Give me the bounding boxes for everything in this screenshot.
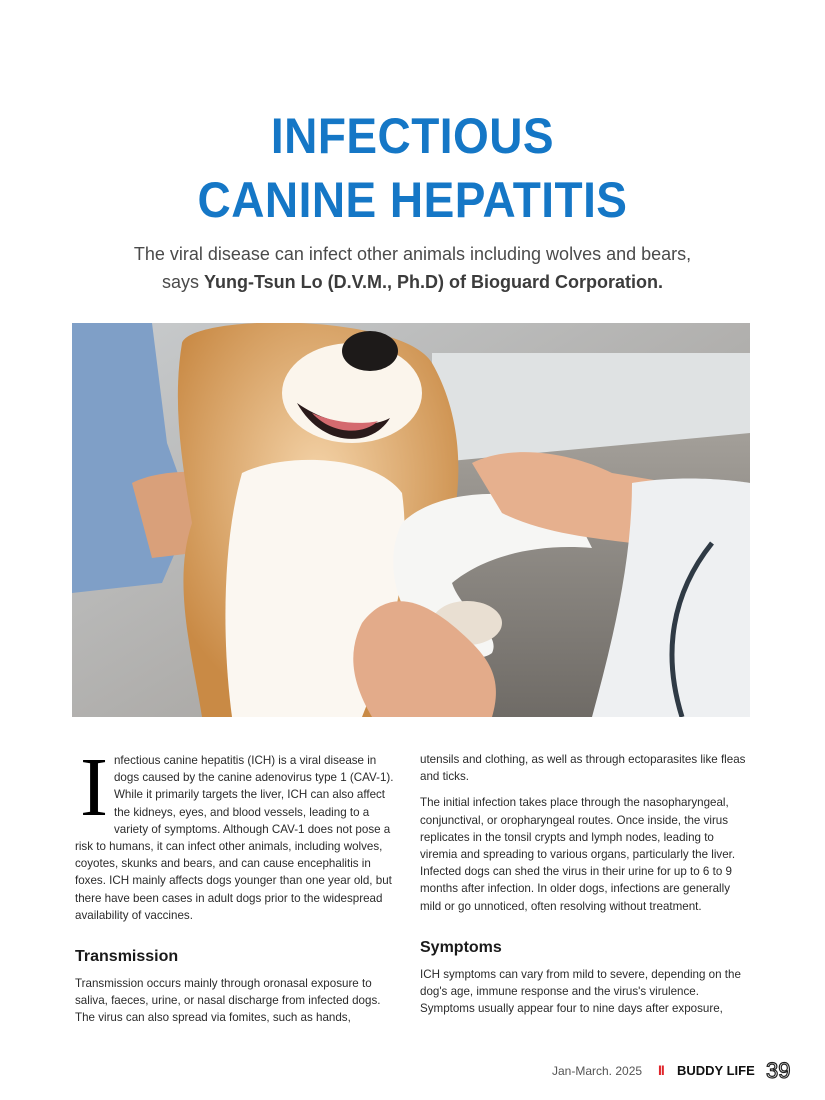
issue-date: Jan-March. 2025 <box>552 1064 643 1078</box>
footer-separator: II <box>658 1062 664 1078</box>
continuation-paragraph: utensils and clothing, as well as through ectoparasites like fleas and ticks. <box>420 753 746 784</box>
author-credit: Yung-Tsun Lo (D.V.M., Ph.D) of Bioguard Corporation. <box>204 272 663 292</box>
page-number: 39 <box>766 1058 791 1083</box>
intro-text: nfectious canine hepatitis (ICH) is a viral disease in dogs caused by the canine adenovirus type 1 (CAV-1). While it primarily targets the liver, ICH can also affect the kidneys, eyes, and blood vessels, leading to a variety of symptoms. Although CAV-1 does not pose a risk to humans, it can infect other animals, including wolves, coyotes, skunks and bears, and can cause encephalitis in foxes. ICH mainly affects dogs younger than one year old, but there have been cases in adult dogs prior to the widespread availability of vaccines. <box>75 754 394 922</box>
transmission-heading: Transmission <box>75 948 179 965</box>
symptoms-paragraph: ICH symptoms can vary from mild to severe, depending on the dog's age, immune response and the virus's virulence. Symptoms usually appear four to nine days after exposure, <box>420 968 741 1016</box>
dog-bandaged-leg-photo <box>72 323 750 717</box>
page-footer <box>0 1058 825 1083</box>
magazine-brand: BUDDY LIFE <box>677 1063 755 1078</box>
article-title-line-2: CANINE HEPATITIS <box>197 172 628 228</box>
subtitle-line-1: The viral disease can infect other animals including wolves and bears, <box>133 244 692 264</box>
body-column-left <box>75 741 397 924</box>
transmission-column <box>75 975 397 1027</box>
subtitle-prefix: says <box>162 272 205 292</box>
body-column-right <box>420 751 748 915</box>
intro-paragraph <box>75 741 397 924</box>
symptoms-column <box>420 966 748 1018</box>
photo-illustration <box>72 323 750 717</box>
infection-paragraph: The initial infection takes place through the nasopharyngeal, conjunctival, or oropharyngeal routes. Once inside, the virus replicates in the tonsil crypts and lymph nodes, leading to viremia and spreading to various organs, particularly the liver. Infected dogs can shed the virus in their urine for up to 6 to 9 months after infection. In older dogs, infections are generally mild or go unnoticed, often resolving without treatment. <box>420 796 736 913</box>
subtitle-line-2 <box>0 268 825 296</box>
drop-cap: I <box>80 741 108 834</box>
article-title-line-1: INFECTIOUS <box>270 108 555 164</box>
symptoms-heading: Symptoms <box>420 939 502 956</box>
transmission-paragraph: Transmission occurs mainly through oronasal exposure to saliva, faeces, urine, or nasal discharge from infected dogs. The virus can also spread via fomites, such as hands, <box>75 977 381 1025</box>
